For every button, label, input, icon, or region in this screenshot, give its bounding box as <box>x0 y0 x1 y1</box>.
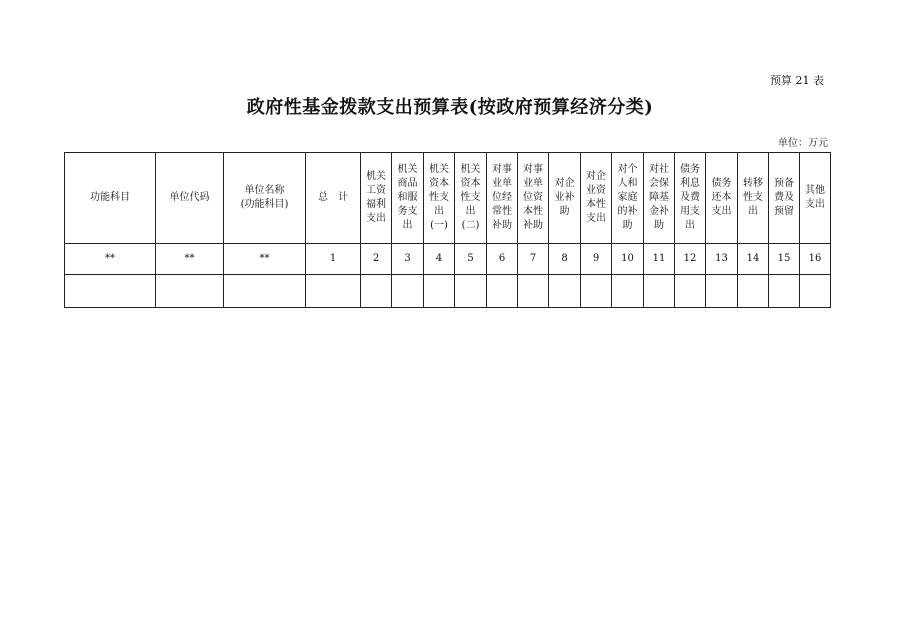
number-cell: 2 <box>361 244 392 275</box>
header-unit-name-line2: (功能科目) <box>240 199 289 210</box>
number-cell: 12 <box>675 244 706 275</box>
empty-cell <box>769 275 800 308</box>
header-col-14: 预备费及预留 <box>769 153 800 244</box>
header-row <box>65 153 831 244</box>
empty-cell <box>644 275 675 308</box>
budget-table <box>64 152 831 308</box>
header-col-5: 对事业单位经常性补助 <box>487 153 518 244</box>
header-col-1: 机关工资福利支出 <box>361 153 392 244</box>
header-unit-name-line1: 单位名称 <box>244 185 285 196</box>
header-col-9: 对个人和家庭的补助 <box>612 153 644 244</box>
header-col-12: 债务还本支出 <box>706 153 738 244</box>
header-func-subject: 功能科目 <box>65 153 156 244</box>
empty-cell <box>518 275 549 308</box>
number-cell: ** <box>156 244 224 275</box>
header-col-7: 对企业补助 <box>549 153 581 244</box>
empty-cell <box>361 275 392 308</box>
header-col-11: 债务利息及费用支出 <box>675 153 706 244</box>
empty-cell <box>424 275 455 308</box>
number-cell: 15 <box>769 244 800 275</box>
header-unit-code: 单位代码 <box>156 153 224 244</box>
header-col-6: 对事业单位资本性补助 <box>518 153 549 244</box>
form-number: 预算 21 表 <box>770 74 824 87</box>
empty-cell <box>800 275 831 308</box>
empty-data-row <box>65 275 831 308</box>
header-col-2: 机关商品和服务支出 <box>392 153 424 244</box>
unit-label: 单位：万元 <box>778 138 828 149</box>
number-cell: 6 <box>487 244 518 275</box>
empty-cell <box>455 275 487 308</box>
number-cell: 13 <box>706 244 738 275</box>
empty-cell <box>65 275 156 308</box>
page-title: 政府性基金拨款支出预算表(按政府预算经济分类) <box>246 97 654 118</box>
number-cell: 10 <box>612 244 644 275</box>
column-number-row <box>65 244 831 275</box>
number-cell: 4 <box>424 244 455 275</box>
header-col-13: 转移性支出 <box>738 153 769 244</box>
number-cell: ** <box>65 244 156 275</box>
number-cell: 1 <box>306 244 361 275</box>
number-cell: 5 <box>455 244 487 275</box>
header-col-15: 其他支出 <box>800 153 831 244</box>
empty-cell <box>738 275 769 308</box>
header-col-10: 对社会保障基金补助 <box>644 153 675 244</box>
number-cell: 11 <box>644 244 675 275</box>
empty-cell <box>675 275 706 308</box>
empty-cell <box>156 275 224 308</box>
header-col-8: 对企业资本性支出 <box>581 153 612 244</box>
header-unit-name <box>224 153 306 244</box>
empty-cell <box>306 275 361 308</box>
empty-cell <box>392 275 424 308</box>
number-cell: 7 <box>518 244 549 275</box>
header-col-4: 机关资本性支出(二) <box>455 153 487 244</box>
number-cell: 3 <box>392 244 424 275</box>
number-cell: 8 <box>549 244 581 275</box>
empty-cell <box>224 275 306 308</box>
empty-cell <box>706 275 738 308</box>
empty-cell <box>612 275 644 308</box>
number-cell: 9 <box>581 244 612 275</box>
number-cell: 16 <box>800 244 831 275</box>
number-cell: ** <box>224 244 306 275</box>
empty-cell <box>581 275 612 308</box>
empty-cell <box>549 275 581 308</box>
number-cell: 14 <box>738 244 769 275</box>
header-total: 总 计 <box>306 153 361 244</box>
empty-cell <box>487 275 518 308</box>
header-col-3: 机关资本性支出(一) <box>424 153 455 244</box>
